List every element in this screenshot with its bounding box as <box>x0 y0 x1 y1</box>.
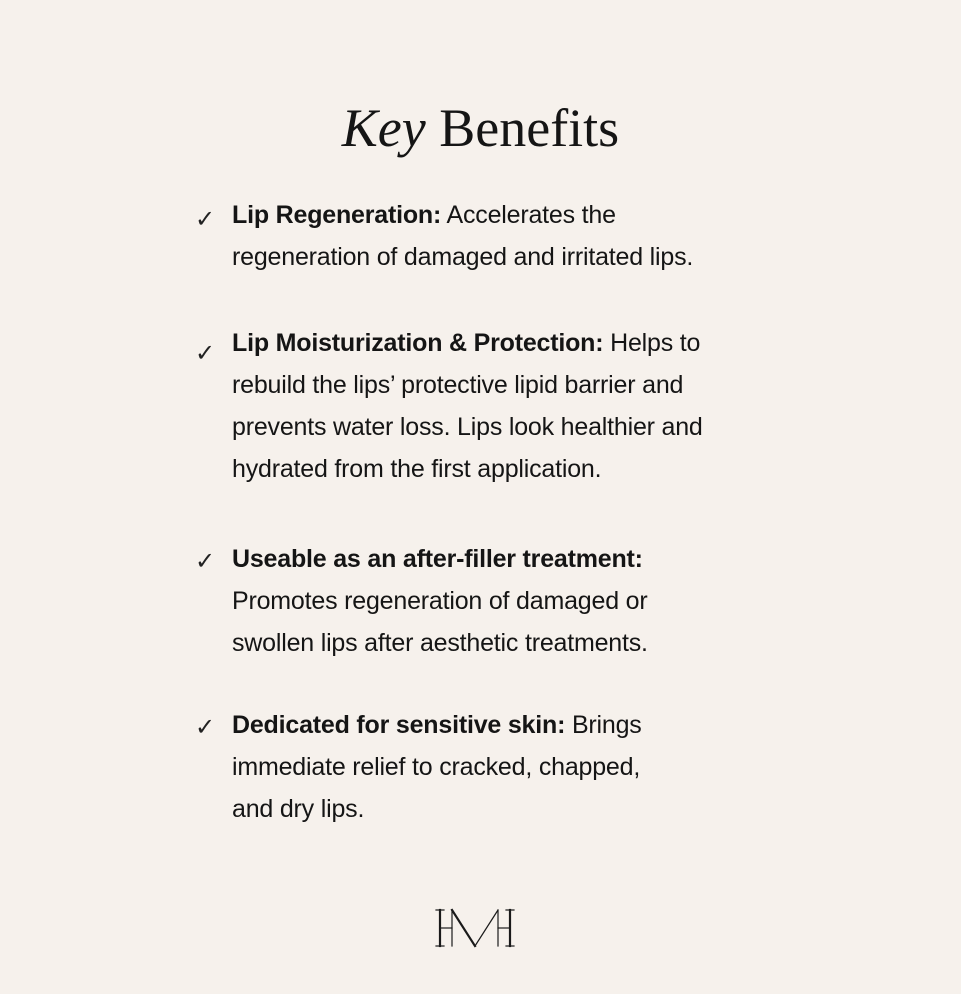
title-word: Benefits <box>439 98 620 158</box>
benefit-text <box>232 322 755 490</box>
benefit-item-after-filler <box>195 538 755 664</box>
benefit-body: Helps to <box>603 329 701 357</box>
checkmark-icon: ✓ <box>195 548 216 575</box>
checkmark-icon: ✓ <box>195 206 216 233</box>
benefit-body-line: rebuild the lips’ protective lipid barrier and <box>232 371 684 399</box>
benefit-item-sensitive-skin <box>195 704 755 830</box>
benefit-text <box>232 538 755 664</box>
benefit-heading: Useable as an after-filler treatment: <box>232 545 643 573</box>
checkmark-icon: ✓ <box>195 714 216 741</box>
brand-logo <box>0 900 961 960</box>
benefit-heading: Lip Regeneration: <box>232 201 442 229</box>
benefit-body-line: and dry lips. <box>232 795 365 823</box>
benefit-item-moisturization <box>195 322 755 490</box>
benefit-body-line: regeneration of damaged and irritated lips. <box>232 243 694 271</box>
benefit-heading: Lip Moisturization & Protection: <box>232 329 604 357</box>
checkmark-icon: ✓ <box>195 340 216 367</box>
benefit-body-line: immediate relief to cracked, chapped, <box>232 753 641 781</box>
benefit-text <box>232 194 755 278</box>
benefit-item-lip-regeneration <box>195 194 755 278</box>
benefit-body: Accelerates the <box>441 201 616 229</box>
benefit-body-line: prevents water loss. Lips look healthier and <box>232 413 703 441</box>
hmh-monogram-icon <box>0 900 961 960</box>
benefit-heading: Dedicated for sensitive skin: <box>232 711 566 739</box>
benefit-body: Brings <box>565 711 642 739</box>
benefit-text <box>232 704 755 830</box>
page-title <box>0 92 961 164</box>
title-italic-word: Key <box>341 98 426 158</box>
benefit-body-line: Promotes regeneration of damaged or <box>232 587 648 615</box>
benefit-body-line: swollen lips after aesthetic treatments. <box>232 629 648 657</box>
benefit-body-line: hydrated from the first application. <box>232 455 602 483</box>
